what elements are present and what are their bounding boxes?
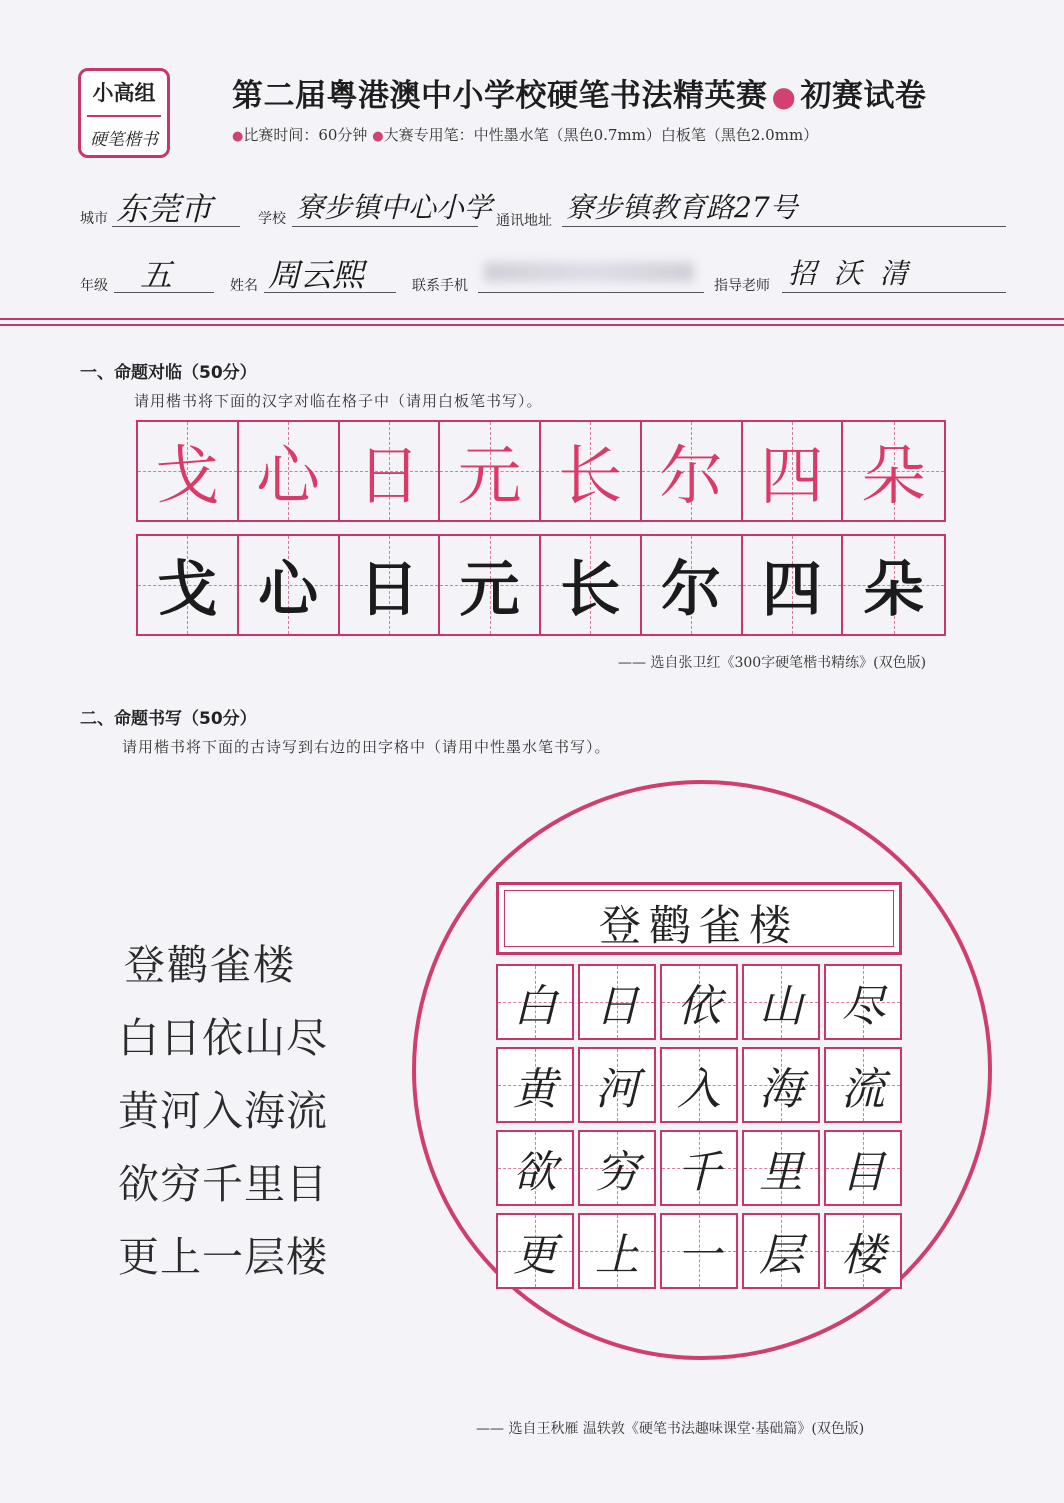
written-poem-char: 层	[759, 1230, 803, 1281]
written-poem-char: 一	[677, 1230, 721, 1281]
model-cell	[440, 422, 541, 520]
poem-title-box[interactable]	[496, 882, 902, 955]
grade-label: 年级	[80, 278, 108, 294]
answer-cell[interactable]	[138, 536, 239, 634]
model-cell	[340, 422, 441, 520]
section2-source: —— 选自王秋雁 温轶敦《硬笔书法趣味课堂·基础篇》(双色版)	[476, 1421, 865, 1437]
divider-top	[0, 318, 1064, 320]
written-poem-char: 日	[595, 981, 639, 1032]
written-char: 心	[258, 555, 319, 625]
written-poem-char: 山	[759, 981, 803, 1032]
poem-grid-cell[interactable]	[660, 964, 738, 1040]
written-poem-char: 目	[841, 1147, 885, 1198]
written-poem-char: 入	[677, 1064, 721, 1115]
written-poem-char: 依	[677, 981, 721, 1032]
written-poem-char: 楼	[841, 1230, 885, 1281]
teacher-label: 指导老师	[714, 278, 770, 294]
model-char: 长	[558, 440, 623, 514]
poem-line: 黄河入海流	[118, 1087, 328, 1135]
answer-cell[interactable]	[340, 536, 441, 634]
written-poem-title: 登鹳雀楼	[598, 901, 799, 950]
divider-bottom	[0, 324, 1064, 326]
address-field[interactable]	[562, 184, 1006, 227]
written-poem-char: 河	[595, 1064, 639, 1115]
section2-heading: 二、命题书写（50分）	[80, 709, 257, 729]
city-value: 东莞市	[116, 190, 213, 228]
model-cell	[541, 422, 642, 520]
poem-grid-cell[interactable]	[742, 1047, 820, 1123]
poem-grid-cell[interactable]	[496, 964, 574, 1040]
school-field[interactable]	[292, 184, 493, 227]
answer-char-grid	[136, 534, 946, 636]
rule-pen: 大赛专用笔：中性墨水笔（黑色0.7mm）白板笔（黑色2.0mm）	[383, 126, 819, 144]
grade-field[interactable]	[114, 250, 214, 293]
rule-time: 比赛时间：60分钟	[243, 126, 368, 144]
poem-text	[118, 932, 328, 1283]
title-main: 第二届粤港澳中小学校硬笔书法精英赛	[232, 78, 768, 114]
address-label: 通讯地址	[496, 213, 552, 229]
model-char: 心	[256, 440, 321, 514]
model-cell	[843, 422, 944, 520]
written-poem-char: 流	[841, 1064, 885, 1115]
written-poem-char: 海	[759, 1064, 803, 1115]
poem-line: 白日依山尽	[118, 1014, 328, 1062]
poem-grid-cell[interactable]	[742, 1130, 820, 1206]
poem-grid-cell[interactable]	[824, 1047, 902, 1123]
model-char: 戈	[155, 440, 220, 514]
section1-instruction: 请用楷书将下面的汉字对临在格子中（请用白板笔书写）。	[134, 392, 543, 410]
phone-field[interactable]	[478, 250, 704, 293]
contest-rules	[232, 124, 818, 145]
poem-grid-cell[interactable]	[496, 1130, 574, 1206]
badge-group-label: 小高组	[92, 81, 156, 105]
poem-grid-cell[interactable]	[824, 1213, 902, 1289]
poem-grid-cell[interactable]	[660, 1047, 738, 1123]
badge-divider	[87, 115, 161, 117]
model-char: 元	[457, 440, 522, 514]
redacted-phone	[484, 262, 694, 282]
written-char: 元	[459, 555, 520, 625]
teacher-field[interactable]	[782, 250, 1006, 293]
poem-grid-cell[interactable]	[660, 1130, 738, 1206]
model-char: 朵	[861, 440, 926, 514]
name-label: 姓名	[230, 278, 258, 294]
poem-grid-cell[interactable]	[496, 1213, 574, 1289]
teacher-value: 招 沃 清	[788, 257, 908, 290]
poem-grid-cell[interactable]	[660, 1213, 738, 1289]
written-char: 尔	[661, 555, 722, 625]
written-poem-char: 里	[759, 1147, 803, 1198]
name-field[interactable]	[264, 250, 396, 293]
page-title	[232, 70, 926, 115]
section2-instruction: 请用楷书将下面的古诗写到右边的田字格中（请用中性墨水笔书写）。	[122, 738, 611, 756]
school-value: 寮步镇中心小学	[296, 191, 493, 224]
answer-cell[interactable]	[541, 536, 642, 634]
poem-grid-cell[interactable]	[742, 1213, 820, 1289]
written-poem-char: 更	[513, 1230, 557, 1281]
model-cell	[239, 422, 340, 520]
answer-cell[interactable]	[642, 536, 743, 634]
poem-grid-cell[interactable]	[496, 1047, 574, 1123]
written-char: 日	[358, 555, 419, 625]
poem-grid-cell[interactable]	[578, 1213, 656, 1289]
poem-grid-cell[interactable]	[824, 964, 902, 1040]
written-char: 戈	[157, 555, 218, 625]
address-value: 寮步镇教育路27号	[566, 191, 798, 224]
poem-line: 欲穷千里目	[118, 1160, 328, 1208]
written-poem-char: 穷	[595, 1147, 639, 1198]
poem-title: 登鹳雀楼	[124, 941, 296, 989]
school-label: 学校	[258, 211, 286, 227]
poem-grid-cell[interactable]	[578, 1130, 656, 1206]
bullet-icon: ●	[771, 80, 797, 113]
model-cell	[642, 422, 743, 520]
written-char: 长	[560, 555, 621, 625]
written-poem-char: 尽	[841, 981, 885, 1032]
grade-value: 五	[140, 256, 173, 294]
answer-cell[interactable]	[743, 536, 844, 634]
name-value: 周云熙	[268, 256, 365, 294]
city-label: 城市	[80, 211, 108, 227]
bullet-icon: ●	[232, 129, 244, 144]
written-char: 朵	[863, 555, 924, 625]
written-poem-char: 白	[513, 981, 557, 1032]
model-char: 四	[759, 440, 824, 514]
poem-grid-cell[interactable]	[742, 964, 820, 1040]
city-field[interactable]	[112, 184, 240, 227]
written-poem-char: 千	[677, 1147, 721, 1198]
badge-style-label: 硬笔楷书	[90, 130, 158, 150]
model-char: 尔	[659, 440, 724, 514]
group-badge	[78, 68, 170, 158]
bullet-icon: ●	[372, 129, 384, 144]
answer-cell[interactable]	[440, 536, 541, 634]
section1-source: —— 选自张卫红《300字硬笔楷书精练》(双色版)	[618, 655, 927, 671]
model-cell	[743, 422, 844, 520]
model-char-grid	[136, 420, 946, 522]
model-cell	[138, 422, 239, 520]
poem-grid-cell[interactable]	[824, 1130, 902, 1206]
written-poem-char: 黄	[513, 1064, 557, 1115]
poem-line: 更上一层楼	[118, 1233, 328, 1281]
title-stage: 初赛试卷	[800, 78, 927, 114]
written-poem-char: 欲	[513, 1147, 557, 1198]
poem-grid-cell[interactable]	[578, 964, 656, 1040]
poem-grid-cell[interactable]	[578, 1047, 656, 1123]
model-char: 日	[356, 440, 421, 514]
phone-label: 联系手机	[412, 278, 468, 294]
answer-cell[interactable]	[843, 536, 944, 634]
written-char: 四	[761, 555, 822, 625]
section1-heading: 一、命题对临（50分）	[80, 363, 257, 383]
written-poem-char: 上	[595, 1230, 639, 1281]
answer-cell[interactable]	[239, 536, 340, 634]
